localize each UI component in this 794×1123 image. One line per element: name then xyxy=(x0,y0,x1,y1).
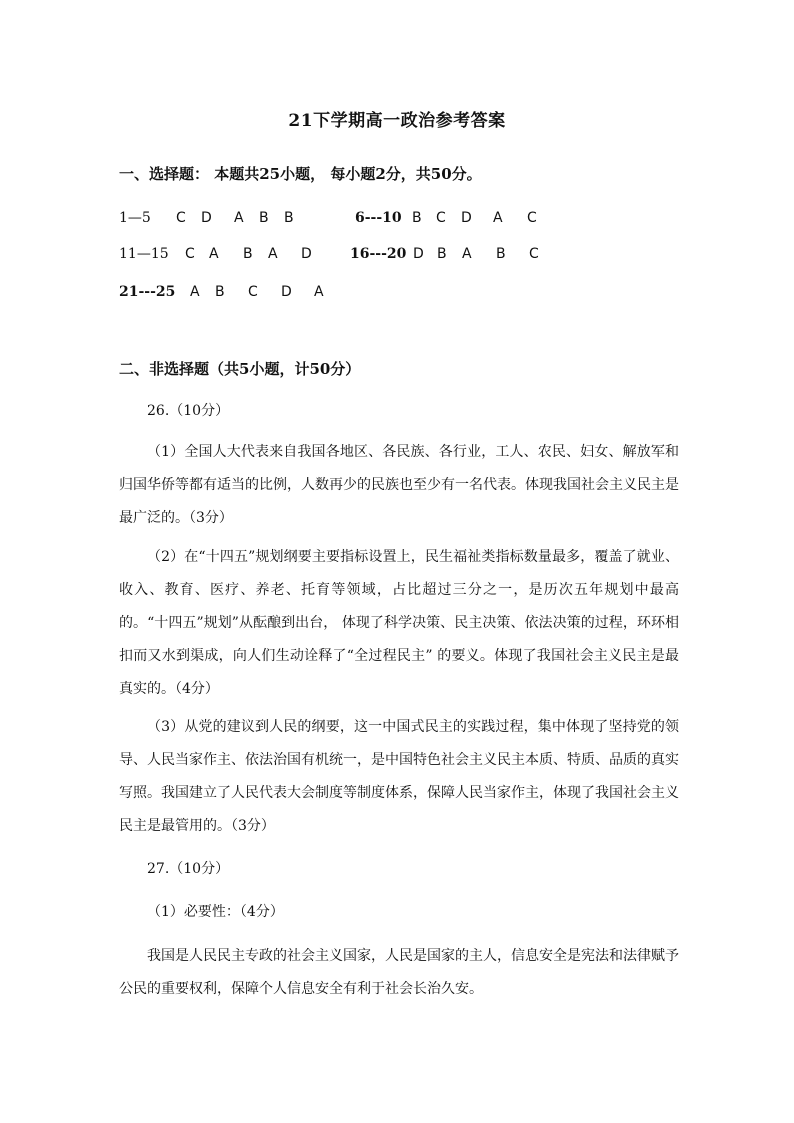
answer-choice: D xyxy=(413,246,424,262)
question-27-heading: 27.（10分） xyxy=(147,861,230,877)
q26-answer-3: （3）从党的建议到人民的纲要，这一中国式民主的实践过程，集中体现了坚持党的领导、人民当家作主、依法治国有机统一，是中国特色社会主义民主本质、特质、品质的真实写照。我国建立了人民代表大会制度等制度体系，保障人民当家作主，体现了我国社会主义民主是最管用的。（3分） xyxy=(119,719,679,834)
answer-choice: C xyxy=(185,246,195,262)
answer-choice: B xyxy=(243,246,253,262)
answer-choice: D xyxy=(301,246,312,262)
answer-choice: C xyxy=(436,210,446,226)
section-2-heading: 二、非选择题（共5小题，计50分） xyxy=(119,360,361,378)
answer-choice: A xyxy=(314,284,324,300)
answer-range: 21---25 xyxy=(119,284,176,300)
question-26-heading: 26.（10分） xyxy=(147,403,230,419)
answer-choice: A xyxy=(493,210,503,226)
answer-range: 6---10 xyxy=(355,210,402,226)
answer-choice: D xyxy=(461,210,472,226)
page-title: 21下学期高一政治参考答案 xyxy=(288,111,506,131)
answer-choice: B xyxy=(412,210,422,226)
answer-choice: C xyxy=(176,210,186,226)
q26-answer-2: （2）在“十四五”规划纲要主要指标设置上，民生福祉类指标数量最多，覆盖了就业、收入、教育、医疗、养老、托育等领域，占比超过三分之一，是历次五年规划中最高的。“十四五”规划”从酝酿到出台， 体现了科学决策、民主决策、依法决策的过程，环环相扣而又水到渠成，向人们生动诠释了“全过程民主” 的要义。体现了我国社会主义民主是最真实的。（4分） xyxy=(119,549,679,697)
answer-choice: B xyxy=(496,246,506,262)
answer-choice: A xyxy=(462,246,472,262)
answer-choice: A xyxy=(268,246,278,262)
section-1-heading: 一、选择题： 本题共25小题， 每小题2分，共50分。 xyxy=(119,165,482,183)
answer-choice: A xyxy=(190,284,200,300)
answer-range: 1—5 xyxy=(119,210,151,226)
answer-range: 16---20 xyxy=(350,246,407,262)
answer-choice: B xyxy=(215,284,225,300)
answer-choice: D xyxy=(281,284,292,300)
q26-answer-1: （1）全国人大代表来自我国各地区、各民族、各行业，工人、农民、妇女、解放军和归国华侨等都有适当的比例，人数再少的民族也至少有一名代表。体现我国社会主义民主是最广泛的。（3分） xyxy=(119,444,679,526)
answer-range: 11—15 xyxy=(119,246,169,262)
q27-answer-1: 我国是人民民主专政的社会主义国家，人民是国家的主人，信息安全是宪法和法律赋予公民的重要权利，保障个人信息安全有利于社会长治久安。 xyxy=(119,948,679,997)
answer-choice: D xyxy=(201,210,212,226)
answer-choice: C xyxy=(527,210,537,226)
q27-subheading-necessity: （1）必要性：（4分） xyxy=(147,904,284,920)
answer-choice: A xyxy=(209,246,219,262)
answer-choice: A xyxy=(234,210,244,226)
answer-choice: C xyxy=(529,246,539,262)
answer-choice: C xyxy=(248,284,258,300)
answer-choice: B xyxy=(259,210,269,226)
answer-choice: B xyxy=(284,210,294,226)
answer-choice: B xyxy=(437,246,447,262)
